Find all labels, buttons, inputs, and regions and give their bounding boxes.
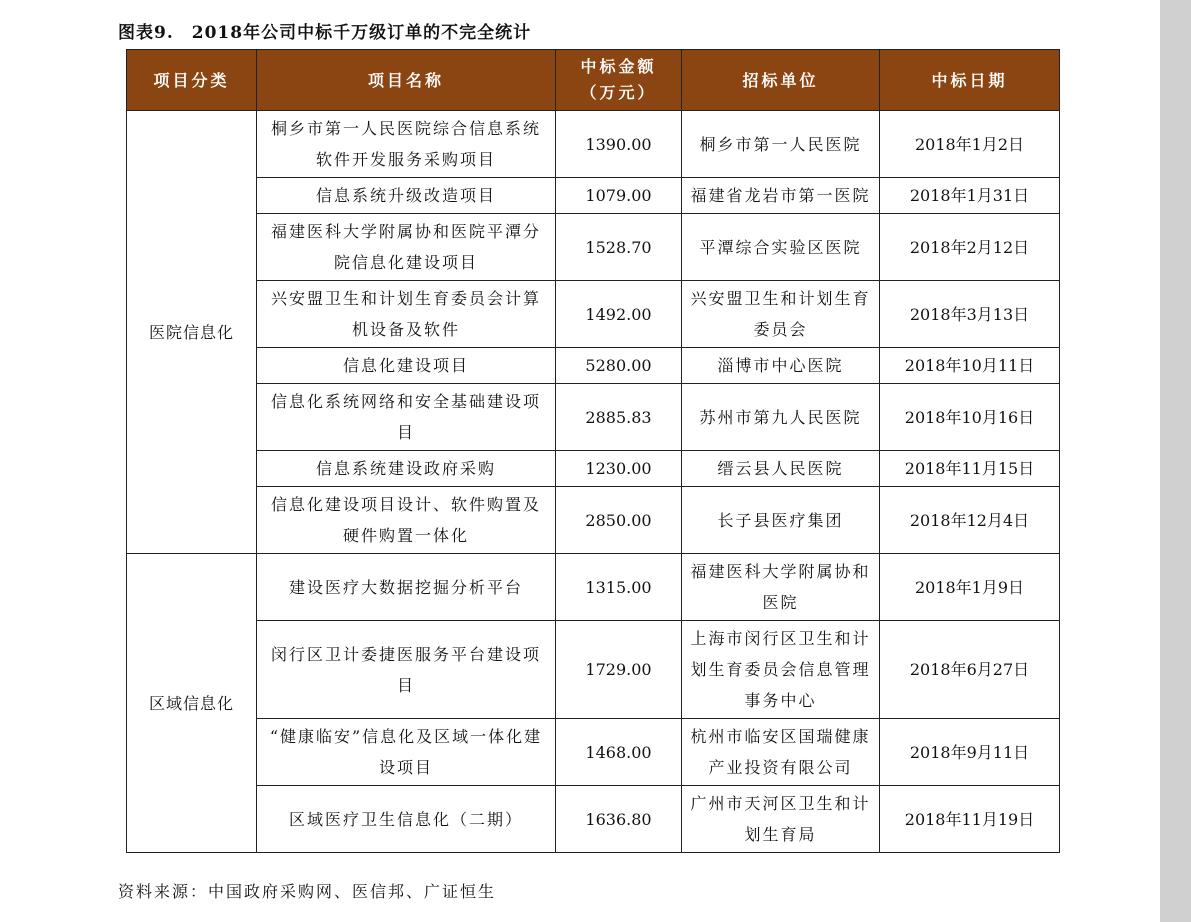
amount-cell: 2885.83 — [556, 384, 682, 451]
category-cell: 区域信息化 — [127, 554, 257, 853]
date-cell: 2018年6月27日 — [880, 621, 1060, 719]
scrollbar[interactable] — [1160, 0, 1191, 922]
table-row — [127, 621, 1060, 719]
table-header — [127, 50, 1060, 111]
date-cell: 2018年1月31日 — [880, 178, 1060, 214]
bidder-cell: 广州市天河区卫生和计划生育局 — [682, 786, 880, 853]
amount-cell: 2850.00 — [556, 487, 682, 554]
table-row — [127, 451, 1060, 487]
amount-cell: 1079.00 — [556, 178, 682, 214]
table-row — [127, 487, 1060, 554]
bidder-cell: 平潭综合实验区医院 — [682, 214, 880, 281]
project-name-cell: “健康临安”信息化及区域一体化建设项目 — [257, 719, 556, 786]
project-name-cell: 兴安盟卫生和计划生育委员会计算机设备及软件 — [257, 281, 556, 348]
table-row — [127, 348, 1060, 384]
project-name-cell: 闵行区卫计委捷医服务平台建设项目 — [257, 621, 556, 719]
bidder-cell: 缙云县人民医院 — [682, 451, 880, 487]
header-date: 中标日期 — [880, 50, 1060, 111]
bidder-cell: 兴安盟卫生和计划生育委员会 — [682, 281, 880, 348]
project-name-cell: 信息系统建设政府采购 — [257, 451, 556, 487]
amount-cell: 5280.00 — [556, 348, 682, 384]
bidder-cell: 杭州市临安区国瑞健康产业投资有限公司 — [682, 719, 880, 786]
amount-cell: 1390.00 — [556, 111, 682, 178]
project-name-cell: 建设医疗大数据挖掘分析平台 — [257, 554, 556, 621]
amount-cell: 1636.80 — [556, 786, 682, 853]
header-bidder: 招标单位 — [682, 50, 880, 111]
project-name-cell: 桐乡市第一人民医院综合信息系统软件开发服务采购项目 — [257, 111, 556, 178]
table-row — [127, 384, 1060, 451]
contracts-table — [126, 49, 1060, 853]
figure-title-text: 2018年公司中标千万级订单的不完全统计 — [191, 23, 532, 43]
figure-number: 图表9. — [118, 23, 174, 43]
date-cell: 2018年12月4日 — [880, 487, 1060, 554]
amount-cell: 1528.70 — [556, 214, 682, 281]
figure-title — [118, 18, 531, 43]
project-name-cell: 信息化建设项目 — [257, 348, 556, 384]
date-cell: 2018年1月9日 — [880, 554, 1060, 621]
table-row — [127, 554, 1060, 621]
project-name-cell: 区域医疗卫生信息化（二期） — [257, 786, 556, 853]
category-cell: 医院信息化 — [127, 111, 257, 554]
project-name-cell: 福建医科大学附属协和医院平潭分院信息化建设项目 — [257, 214, 556, 281]
bidder-cell: 上海市闵行区卫生和计划生育委员会信息管理事务中心 — [682, 621, 880, 719]
bidder-cell: 淄博市中心医院 — [682, 348, 880, 384]
bidder-cell: 苏州市第九人民医院 — [682, 384, 880, 451]
bidder-cell: 长子县医疗集团 — [682, 487, 880, 554]
date-cell: 2018年11月15日 — [880, 451, 1060, 487]
header-amount: 中标金额（万元） — [556, 50, 682, 111]
project-name-cell: 信息系统升级改造项目 — [257, 178, 556, 214]
date-cell: 2018年10月16日 — [880, 384, 1060, 451]
date-cell: 2018年1月2日 — [880, 111, 1060, 178]
table-row — [127, 178, 1060, 214]
bidder-cell: 桐乡市第一人民医院 — [682, 111, 880, 178]
project-name-cell: 信息化系统网络和安全基础建设项目 — [257, 384, 556, 451]
header-name: 项目名称 — [257, 50, 556, 111]
header-category: 项目分类 — [127, 50, 257, 111]
amount-cell: 1729.00 — [556, 621, 682, 719]
project-name-cell: 信息化建设项目设计、软件购置及硬件购置一体化 — [257, 487, 556, 554]
date-cell: 2018年11月19日 — [880, 786, 1060, 853]
table-row — [127, 786, 1060, 853]
table-row — [127, 214, 1060, 281]
header-row — [127, 50, 1060, 111]
amount-cell: 1492.00 — [556, 281, 682, 348]
table-row — [127, 111, 1060, 178]
bidder-cell: 福建省龙岩市第一医院 — [682, 178, 880, 214]
date-cell: 2018年9月11日 — [880, 719, 1060, 786]
table-body — [127, 111, 1060, 853]
table-row — [127, 719, 1060, 786]
table-row — [127, 281, 1060, 348]
amount-cell: 1230.00 — [556, 451, 682, 487]
date-cell: 2018年3月13日 — [880, 281, 1060, 348]
source-note: 资料来源：中国政府采购网、医信邦、广证恒生 — [118, 882, 497, 901]
amount-cell: 1468.00 — [556, 719, 682, 786]
bidder-cell: 福建医科大学附属协和医院 — [682, 554, 880, 621]
date-cell: 2018年2月12日 — [880, 214, 1060, 281]
amount-cell: 1315.00 — [556, 554, 682, 621]
date-cell: 2018年10月11日 — [880, 348, 1060, 384]
